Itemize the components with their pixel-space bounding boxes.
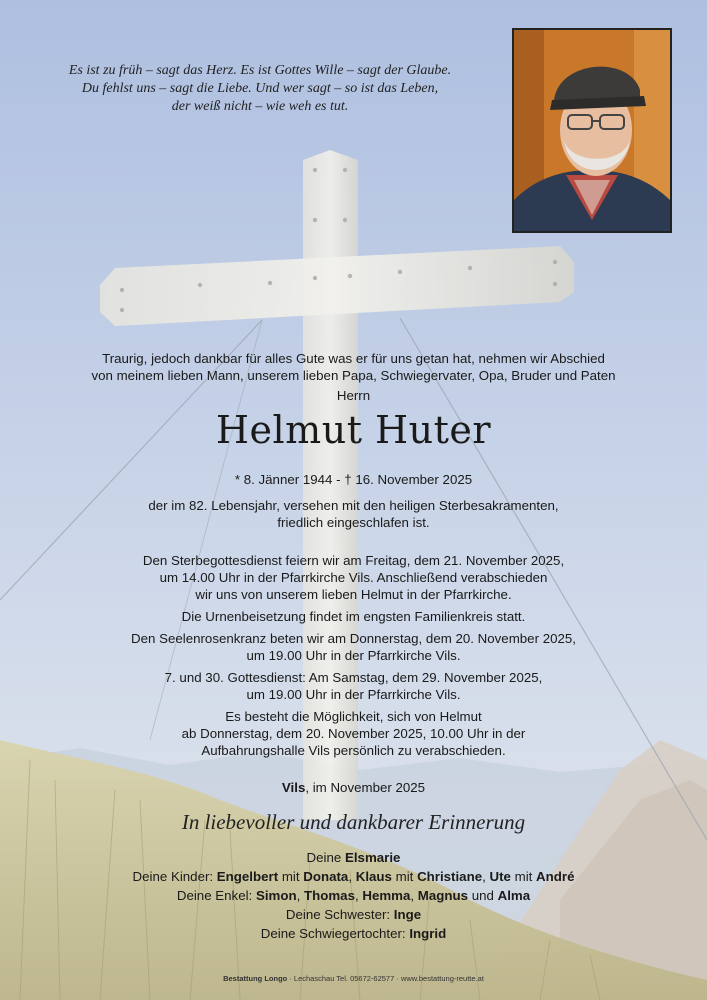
salutation: Herrn xyxy=(336,388,371,403)
funeral-home-footer xyxy=(0,974,707,983)
deceased-name: Helmut Huter xyxy=(215,408,492,452)
masses-line: 7. und 30. Gottesdienst: Am Samstag, dem 29. November 2025, xyxy=(164,670,543,685)
masses-line: um 19.00 Uhr in der Pfarrkirche Vils. xyxy=(246,687,461,702)
mourner-children: Deine Kinder: Engelbert mit Donata, Klaus mit Christiane, Ute mit André xyxy=(132,869,575,884)
farewell-line: Aufbahrungshalle Vils persönlich zu verabschieden. xyxy=(201,743,506,758)
mourner-wife: Deine Elsmarie xyxy=(306,850,401,865)
funeral-line: um 14.00 Uhr in der Pfarrkirche Vils. Anschließend verabschieden xyxy=(159,570,548,585)
passing-line: friedlich eingeschlafen ist. xyxy=(277,515,430,530)
date: , im November 2025 xyxy=(305,780,426,795)
life-dates: * 8. Jänner 1944 - † 16. November 2025 xyxy=(234,472,473,487)
memory-line: In liebevoller und dankbarer Erinnerung xyxy=(181,810,526,834)
farewell-line: Es besteht die Möglichkeit, sich von Helmut xyxy=(225,709,482,724)
mourners-list xyxy=(0,848,707,943)
quote-line: Du fehlst uns – sagt die Liebe. Und wer sagt – so ist das Leben, xyxy=(81,81,439,96)
urn-line: Die Urnenbeisetzung findet im engsten Familienkreis statt. xyxy=(181,609,526,624)
footer-details: · Lechaschau Tel. 05672-62577 · www.bestattung-reutte.at xyxy=(287,974,484,983)
quote-line: Es ist zu früh – sagt das Herz. Es ist Gottes Wille – sagt der Glaube. xyxy=(68,63,452,78)
mourner-grandchildren: Deine Enkel: Simon, Thomas, Hemma, Magnus und Alma xyxy=(176,888,531,903)
service-details xyxy=(0,552,707,759)
place: Vils xyxy=(281,780,306,795)
intro-line: Traurig, jedoch dankbar für alles Gute was er für uns getan hat, nehmen wir Abschied xyxy=(102,351,605,366)
intro-line: von meinem lieben Mann, unserem lieben Papa, Schwiegervater, Opa, Bruder und Paten xyxy=(91,368,616,383)
mourner-sister: Deine Schwester: Inge xyxy=(285,907,422,922)
mourner-daughter-in-law: Deine Schwiegertochter: Ingrid xyxy=(260,926,447,941)
life-details xyxy=(0,471,707,531)
funeral-line: wir uns von unserem lieben Helmut in der Pfarrkirche. xyxy=(195,587,512,602)
passing-line: der im 82. Lebensjahr, versehen mit den heiligen Sterbesakramenten, xyxy=(148,498,559,513)
intro-text xyxy=(0,350,707,404)
footer-company: Bestattung Longo xyxy=(223,974,288,983)
place-date xyxy=(0,779,707,796)
funeral-line: Den Sterbegottesdienst feiern wir am Freitag, dem 21. November 2025, xyxy=(142,553,565,568)
quote-line: der weiß nicht – wie weh es tut. xyxy=(171,99,349,114)
rosary-line: Den Seelenrosenkranz beten wir am Donnerstag, dem 20. November 2025, xyxy=(131,631,576,646)
rosary-line: um 19.00 Uhr in der Pfarrkirche Vils. xyxy=(246,648,461,663)
memorial-quote xyxy=(40,62,480,116)
portrait-photo xyxy=(512,28,672,233)
farewell-line: ab Donnerstag, dem 20. November 2025, 10.00 Uhr in der xyxy=(181,726,526,741)
